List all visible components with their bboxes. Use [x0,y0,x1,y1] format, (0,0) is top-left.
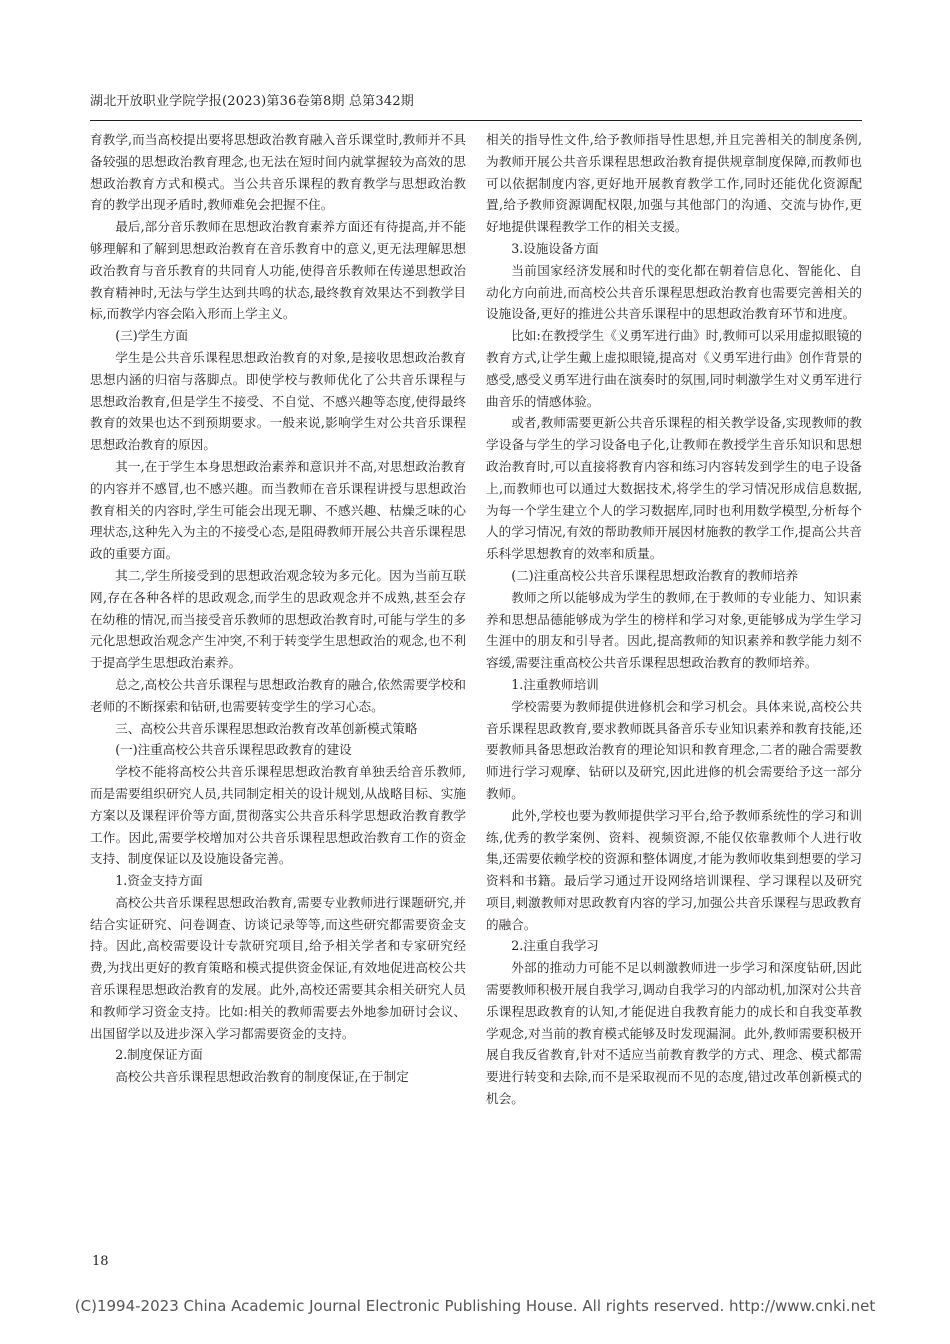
paragraph: 高校公共音乐课程思想政治教育,需要专业教师进行课题研究,并结合实证研究、问卷调查、访谈记录等等,而这些研究都需要资金支持。因此,高校需要设计专款研究项目,给予相关学者和专家研究经费,为找出更好的教育策略和模式提供资金保证,有效地促进高校公共音乐课程思想政治教育的发展。此外,高校还需要其余相关研究人员和教师学习资金支持。比如:相关的教师需要去外地参加研讨会议、出国留学以及进步深入学习都需要资金的支持。 [90,894,466,1041]
paragraph: 1.注重教师培训 [511,676,599,692]
paragraph: 高校公共音乐课程思想政治教育的制度保证,在于制定 [115,1069,409,1085]
paragraph: (二)注重高校公共音乐课程思想政治教育的教师培养 [511,567,799,583]
paragraph: 学生是公共音乐课程思想政治教育的对象,是接收思想政治教育思想内涵的归宿与落脚点。即使学校与教师优化了公共音乐课程与思想政治教育,但是学生不接受、不自觉、不感兴趣等态度,使得最终教育的效果也达不到预期要求。一般来说,影响学生对公共音乐课程思想政治教育的原因。 [90,349,466,453]
paragraph: 1.资金支持方面 [115,873,203,889]
page-number: 18 [92,1254,109,1269]
paragraph: 其二,学生所接受到的思想政治观念较为多元化。因为当前互联网,存在各种各样的思政观念,而学生的思政观念并不成熟,甚至会存在幼稚的情况,而当接受音乐教师的思想政治教育时,可能与学生的多元化思想政治观念产生冲突,不利于转变学生思想政治的观念,也不利于提高学生思想政治素养。 [90,567,466,671]
paragraph: 或者,教师需要更新公共音乐课程的相关教学设备,实现教师的教学设备与学生的学习设备电子化,让教师在教授学生音乐知识和思想政治教育时,可以直接将教育内容和练习内容转发到学生的电子设备上,而教师也可以通过大数据技术,将学生的学习情况形成信息数据,为每一个学生建立个人的学习数据库,同时也利用数学模型,分析每个人的学习情况,有效的帮助教师开展因材施教的教学工作,提高公共音乐科学思想教育的效率和质量。 [486,415,862,562]
paragraph: 三、高校公共音乐课程思想政治教育改革创新模式策略 [115,720,418,736]
left-text-column [90,129,466,1088]
right-text-column [486,129,862,1110]
header-divider [90,120,862,121]
paragraph: 教师之所以能够成为学生的教师,在于教师的专业能力、知识素养和思想品德能够成为学生的榜样和学习对象,更能够成为学生学习生涯中的朋友和引导者。因此,提高教师的知识素养和教学能力刻不容缓,需要注重高校公共音乐课程思想政治教育的教师培养。 [486,589,862,671]
paragraph: 总之,高校公共音乐课程与思想政治教育的融合,依然需要学校和老师的不断探索和钻研,也需要转变学生的学习心态。 [90,676,466,714]
paragraph: 2.制度保证方面 [115,1047,203,1063]
paragraph: 学校需要为教师提供进修机会和学习机会。具体来说,高校公共音乐课程思政教育,要求教师既具备音乐专业知识素养和教育技能,还要教师具备思想政治教育的理论知识和教育理念,二者的融合需要教师进行学习观摩、钻研以及研究,因此进修的机会需要给予这一部分教师。 [486,698,862,801]
journal-header: 湖北开放职业学院学报(2023)第36卷第8期 总第342期 [90,94,414,109]
paragraph-continuation: 相关的指导性文件,给予教师指导性思想,并且完善相关的制度条例,为教师开展公共音乐课程思想政治教育提供规章制度保障,而教师也可以依据制度内容,更好地开展教育教学工作,同时还能优化资源配置,给予教师资源调配权限,加强与其他部门的沟通、交流与协作,更好地提供课程教学工作的相关支援。 [486,132,862,235]
paragraph: 此外,学校也要为教师提供学习平台,给予教师系统性的学习和训练,优秀的教学案例、资料、视频资源,不能仅依靠教师个人进行收集,还需要依赖学校的资源和整体调度,才能为教师收集到想要的学习资料和书籍。最后学习通过开设网络培训课程、学习课程以及研究项目,刺激教师对思政教育内容的学习,加强公共音乐课程与思政教育的融合。 [486,807,862,932]
paragraph: 2.注重自我学习 [511,938,599,954]
paragraph: 其一,在于学生本身思想政治素养和意识并不高,对思想政治教育的内容并不感冒,也不感兴趣。而当教师在音乐课程讲授与思想政治教育相关的内容时,学生可能会出现无聊、不感兴趣、枯燥乏味的心理状态,这种先入为主的不接受心态,是阻碍教师开展公共音乐课程思政的重要方面。 [90,458,466,562]
paragraph: (三)学生方面 [115,328,188,344]
paragraph: 当前国家经济发展和时代的变化都在朝着信息化、智能化、自动化方向前进,而高校公共音乐课程思想政治教育也需要完善相关的设施设备,更好的推进公共音乐课程中的思想政治教育环节和进度。 [486,262,862,322]
paragraph: 学校不能将高校公共音乐课程思想政治教育单独丢给音乐教师,而是需要组织研究人员,共同制定相关的设计规划,从战略目标、实施方案以及课程评价等方面,贯彻落实公共音乐科学思想政治教育教学工作。因此,需要学校增加对公共音乐课程思想政治教育工作的资金支持、制度保证以及设施设备完善。 [90,764,466,867]
paragraph-continuation: 育教学,而当高校提出要将思想政治教育融入音乐课堂时,教师并不具备较强的思想政治教育理念,也无法在短时间内就掌握较为高效的思想政治教育方式和模式。当公共音乐课程的教育教学与思想政治教育的教学出现矛盾时,教师难免会把握不住。 [90,132,466,213]
paragraph: 最后,部分音乐教师在思想政治教育素养方面还有待提高,并不能够理解和了解到思想政治教育在音乐教育中的意义,更无法理解思想政治教育与音乐教育的共同育人功能,使得音乐教师在传递思想政治教育精神时,无法与学生达到共鸣的状态,最终教育效果达不到教学目标,而教学内容会陷入形而上学主义。 [90,219,466,322]
paragraph: 3.设施设备方面 [511,240,599,256]
copyright-footer: (C)1994-2023 China Academic Journal Electronic Publishing House. All rights reserved. http://www.cnki.net [74,1297,876,1315]
paragraph: 外部的推动力可能不足以刺激教师进一步学习和深度钻研,因此需要教师积极开展自我学习,调动自我学习的内部动机,加深对公共音乐课程思政教育的认知,才能促进自我教育能力的成长和自我变革教学观念,对当前的教育模式能够及时发现漏洞。此外,教师需要积极开展自我反省教育,针对不适应当前教育教学的方式、理念、模式都需要进行转变和去除,而不是采取视而不见的态度,错过改革创新模式的机会。 [486,960,862,1107]
paragraph: (一)注重高校公共音乐课程思政教育的建设 [115,742,352,758]
paragraph: 比如:在教授学生《义勇军进行曲》时,教师可以采用虚拟眼镜的教育方式,让学生戴上虚拟眼镜,提高对《义勇军进行曲》创作背景的感受,感受义勇军进行曲在演奏时的氛围,同时刺激学生对义勇军进行曲音乐的情感体验。 [486,328,862,409]
